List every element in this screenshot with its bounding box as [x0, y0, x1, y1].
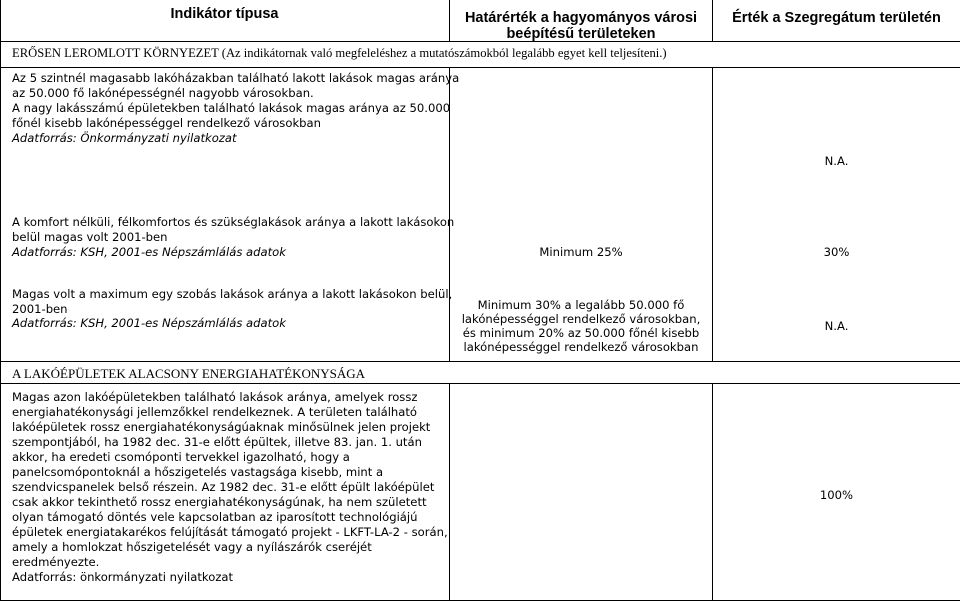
row4-data-source: Adatforrás: önkormányzati nyilatkozat	[12, 570, 234, 584]
row4-text-line: szendvicspanelek belső részein. Az 1982 dec. 31-e előtt épült lakóépület	[12, 480, 435, 494]
header-indicator-type: Indikátor típusa	[170, 6, 279, 22]
row3-limit-line: és minimum 20% az 50.000 főnél kisebb	[462, 326, 700, 340]
row2-value: 30%	[823, 245, 850, 259]
section-title-degraded-environment: ERŐSEN LEROMLOTT KÖRNYEZET (Az indikátornak való megfeleléshez a mutatószámokból legalább egyet kell teljesíteni.)	[12, 46, 667, 60]
row3-limit-line: lakónépességgel rendelkező városokban,	[461, 312, 701, 326]
header-segregate-value: Érték a Szegregátum területén	[732, 10, 941, 26]
section-title-energy-efficiency: A LAKÓÉPÜLETEK ALACSONY ENERGIAHATÉKONYSÁGA	[12, 366, 366, 381]
row4-text-line: energiahatékonysági jellemzőkkel rendelkeznek. A területen található	[12, 405, 418, 419]
row1-text-line: az 50.000 fő lakónépességnél nagyobb városokban.	[12, 86, 314, 100]
column-divider	[449, 383, 450, 601]
row1-text-line: A nagy lakásszámú épületekben található lakások magas aránya az 50.000	[12, 101, 451, 115]
row4-text-line: olyan támogató döntés vele kapcsolatban az iparosított technológiájú	[12, 510, 418, 524]
row4-text-line: eredményezte.	[12, 555, 100, 569]
row3-limit-line: lakónépességgel rendelkező városokban	[463, 340, 699, 354]
row3-text-line: 2001-ben	[12, 302, 68, 316]
row4-text-line: épületek energiatakarékos felújítását támogató projekt - LKFT-LA-2 - során,	[12, 525, 448, 539]
header-limit-line2: beépítésű területeken	[506, 26, 656, 42]
row3-limit-line: Minimum 30% a legalább 50.000 fő	[477, 298, 685, 312]
row4-text-line: Magas azon lakóépületekben található lakások aránya, amelyek rossz	[12, 390, 418, 404]
row2-text-line: A komfort nélküli, félkomfortos és szükséglakások aránya a lakott lakásokon	[12, 215, 455, 229]
row-divider	[0, 361, 960, 362]
row3-text-line: Magas volt a maximum egy szobás lakások aránya a lakott lakásokon belül,	[12, 287, 453, 301]
row3-value: N.A.	[824, 319, 849, 333]
row4-text-line: akkor, ha eredeti csomóponti tervekkel igazolható, hogy a	[12, 450, 350, 464]
row4-text-line: panelcsomópontoknál a hőszigetelés vastagsága kisebb, mint a	[12, 465, 384, 479]
row4-text-line: szempontjából, ha 1982 dec. 31-e előtt épültek, illetve 83. jan. 1. után	[12, 435, 422, 449]
row4-text-line: csak akkor tekinthető rossz energiahatékonyságúnak, ha nem született	[12, 495, 427, 509]
row2-limit: Minimum 25%	[539, 245, 623, 259]
row1-value: N.A.	[824, 154, 849, 168]
row-divider	[0, 383, 960, 384]
column-divider	[712, 67, 713, 362]
row4-text-line: amely a homlokzat hőszigetelését vagy a nyílászárók cseréjét	[12, 540, 372, 554]
row1-text-line: főnél kisebb lakónépességgel rendelkező városokban	[12, 116, 321, 130]
header-limit-line1: Határérték a hagyományos városi	[464, 10, 698, 26]
row4-text-line: lakóépületek rossz energiahatékonyságúaknak minősülnek jelen projekt	[12, 420, 431, 434]
row1-text-line: Az 5 szintnél magasabb lakóházakban található lakott lakások magas aránya	[12, 71, 460, 85]
row3-data-source: Adatforrás: KSH, 2001-es Népszámlálás adatok	[12, 316, 286, 330]
row-divider	[0, 67, 960, 68]
row2-data-source: Adatforrás: KSH, 2001-es Népszámlálás adatok	[12, 245, 286, 259]
row1-data-source: Adatforrás: Önkormányzati nyilatkozat	[12, 131, 237, 145]
table-border-left	[0, 0, 1, 601]
row4-value: 100%	[819, 488, 854, 502]
row2-text-line: belül magas volt 2001-ben	[12, 230, 168, 244]
